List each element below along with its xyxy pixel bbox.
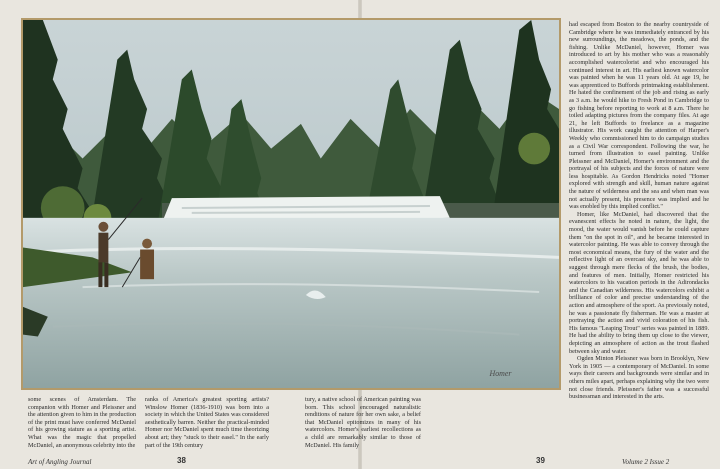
bottom-column-4 bbox=[432, 396, 556, 454]
journal-title: Art of Angling Journal bbox=[28, 458, 92, 466]
right-text-column bbox=[569, 21, 709, 457]
paragraph: ranks of America's greatest sporting artists? Winslow Homer (1836-1910) was born into a society in which the United States was considered aesthetically barren. Neither the practical-minded Homer nor McDaniel spent much time theorizing about art; they "stuck to their easel." In the early part of the 19th century bbox=[145, 396, 269, 449]
bottom-column-2 bbox=[145, 396, 269, 454]
paragraph: some scenes of Amsterdam. The companion with Homer and Pleissner and the attention given to him in the production of the print must have conferred McDaniel of his growing stature as a sporting artist. What was the magic that propelled McDaniel, an anonymous celebrity into the bbox=[28, 396, 136, 449]
paragraph: Homer, like McDaniel, had discovered that the evanescent effects he noted in nature, the light, the mood, the water would vanish before he could capture them "on the spot in oil", and he became interested in watercolor painting. He was able to convey through the most economical means, the fury of the water and the reflective light of an overcast sky, and he was able to suggest through mere flecks of the brush, the bodies, and features of men. Initially, Homer restricted his watercolors to his vacation periods in the Adirondacks and the Canadian wilderness. His watercolors exhibit a brilliance of color and precise understanding of the action and atmosphere of the sport. As previously noted, he was a passionate fly fisherman. He was a master at portraying the action and vivid coloration of his fish. His famous "Leaping Trout" series was painted in 1889. He had the ability to bring them up close to the viewer, depicting an atmosphere of action as the trout flashed between sky and water. bbox=[569, 210, 709, 355]
volume-label: Volume 2 Issue 2 bbox=[622, 458, 670, 466]
artist-signature: Homer bbox=[489, 369, 512, 379]
paragraph: had escaped from Boston to the nearby countryside of Cambridge where he was immediately entranced by his new surroundings, the meadows, the ponds, and the fishing. Unlike McDaniel, however, Homer was introduced to art by his mother who was a reasonably accomplished watercolorist and who encouraged his continued interest in art. His earliest known watercolor was painted when he was 11 years old. At age 19, he was apprenticed to Buffords printmaking establishment. He hated the confinement of the job and rising as early as 3 a.m. he would hike to Fresh Pond in Cambridge to go fishing before reporting to work at 8 a.m. There he toiled adapting pictures from the company files. At age 21, he left Buffords to freelance as a magazine illustrator. His work caught the attention of Harper's Weekly who commissioned him to do campaign studies as a Civil War correspondent. Following the war, he turned from illustration to easel painting. Unlike Pleissner and McDaniel, Homer's environment and the portrayal of his subjects and the forces of nature were less hospitable. As Gordon Hendricks noted "Homer explored with strength and skill, human nature against the nature of wilderness and the sea and when man was not actually present, his presence was implied and he was enobled by this implied conflict." bbox=[569, 21, 709, 211]
paragraph: tury, a native school of American painting was born. This school encouraged naturalistic renditions of nature for her own sake, a belief that McDaniel epitomizes in many of his watercolors. Homer's earliest recollections as a child are remarkably similar to those of McDaniel. His family bbox=[305, 396, 421, 449]
page-number-right: 39 bbox=[536, 456, 545, 465]
painting-plate bbox=[21, 18, 561, 390]
fishing-painting bbox=[23, 20, 559, 388]
page-number-left: 38 bbox=[177, 456, 186, 465]
paragraph: Ogden Minton Pleissner was born in Brooklyn, New York in 1905 — a contemporary of McDaniel. In some ways their careers and backgrounds were similar and in others miles apart, perhaps explaining why the two were not close friends. Pleissner's father was a successful businessman and interested in the arts. bbox=[569, 355, 709, 401]
bottom-column-1 bbox=[28, 396, 136, 454]
bottom-column-3 bbox=[305, 396, 421, 454]
